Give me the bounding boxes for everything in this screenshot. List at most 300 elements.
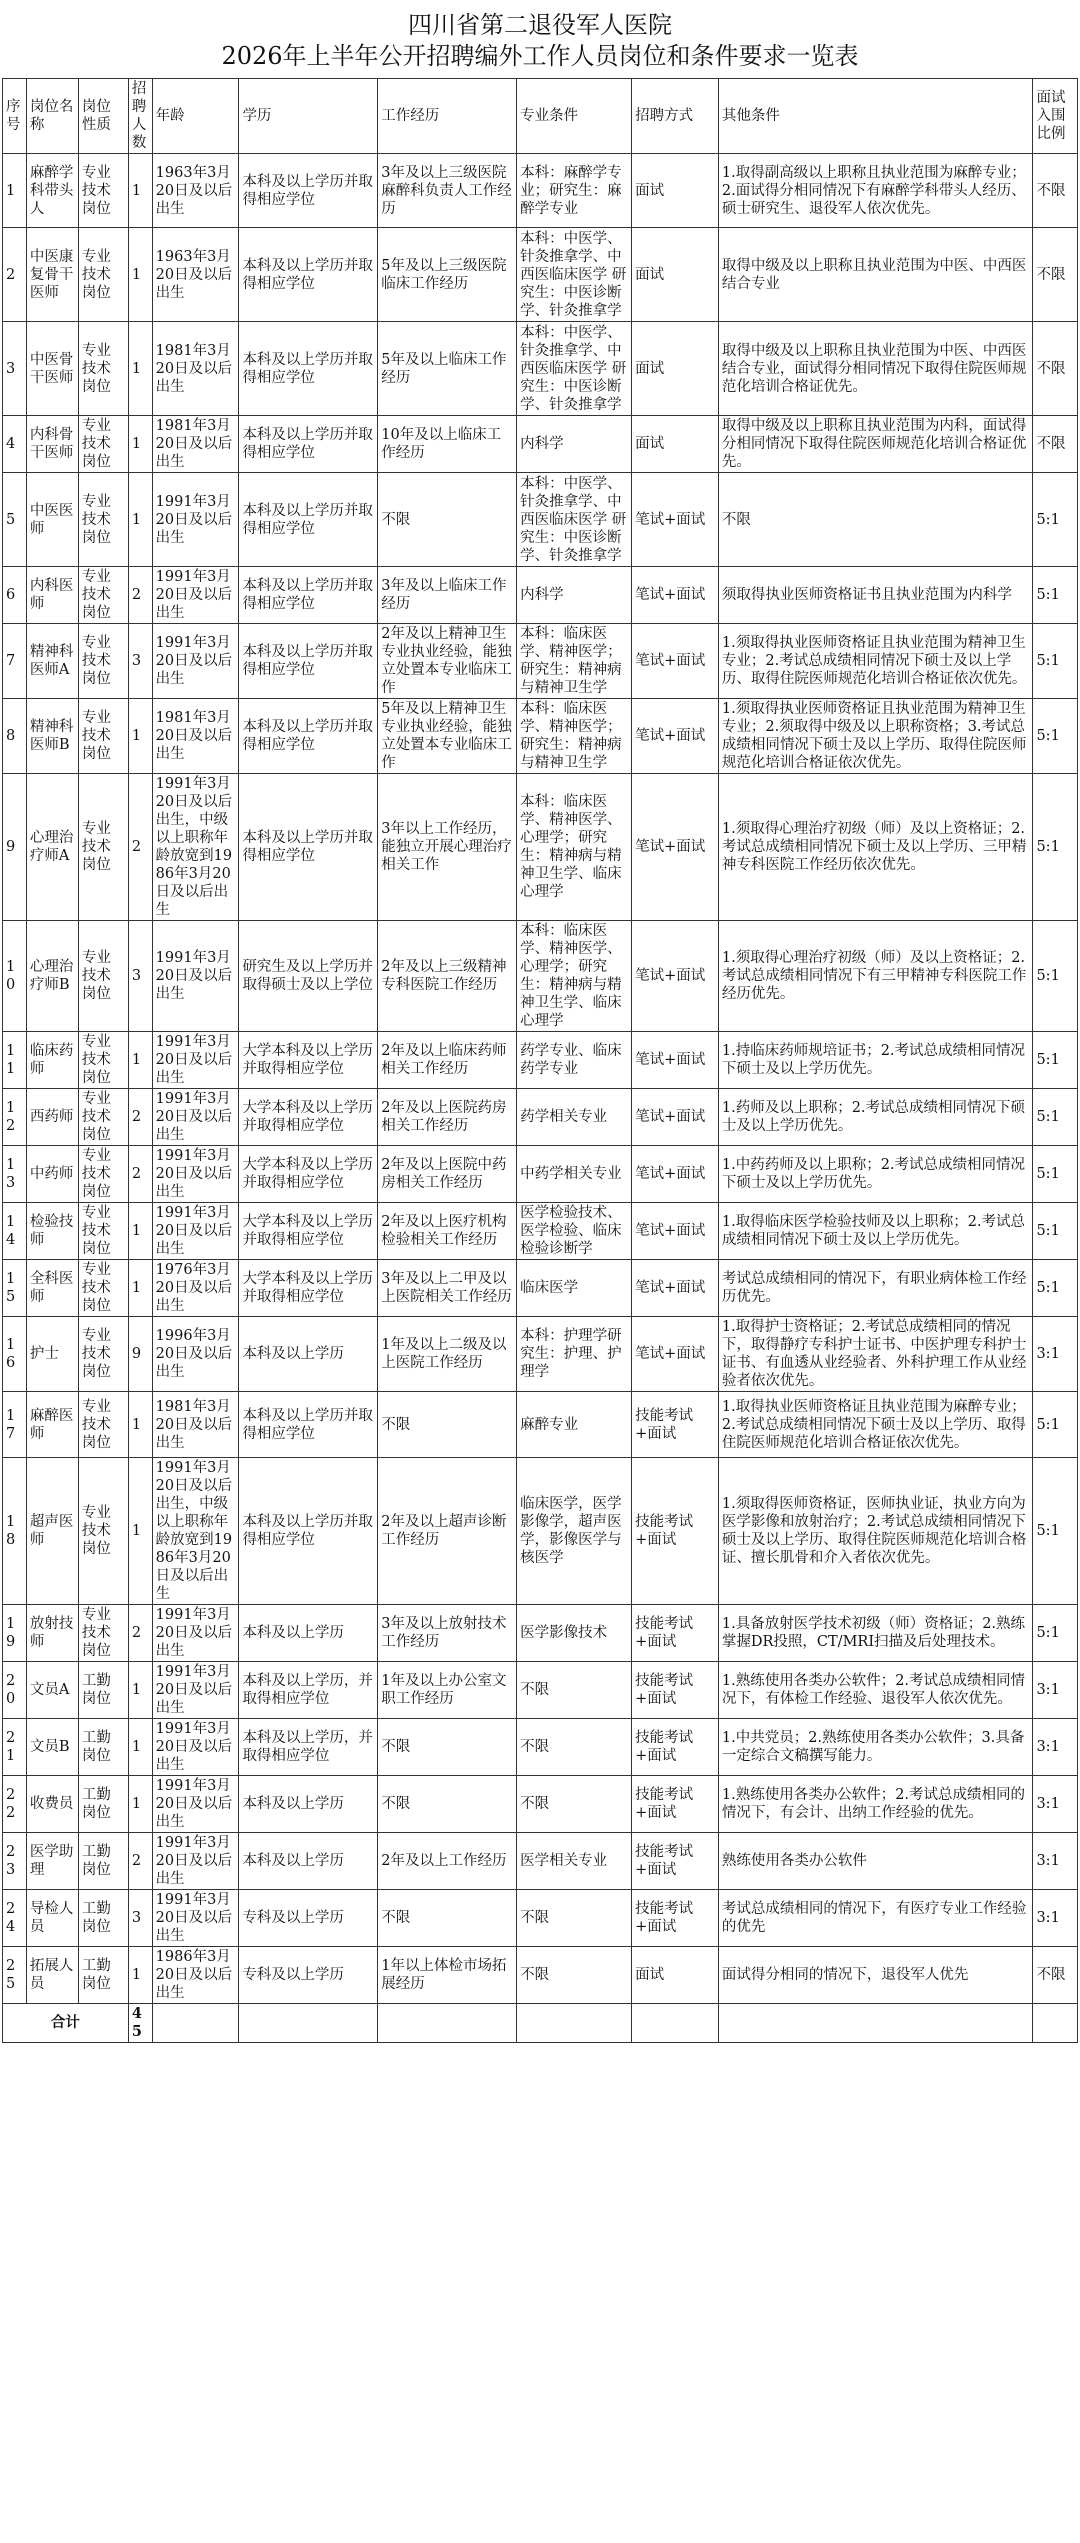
cell-name: 收费员 [26,1776,78,1833]
header-name: 岗位名称 [26,79,78,154]
cell-seq: 3 [3,322,27,416]
cell-other: 1.持临床药师规培证书；2.考试总成绩相同情况下硕士及以上学历优先。 [718,1032,1033,1089]
cell-seq: 17 [3,1392,27,1458]
cell-edu: 大学本科及以上学历并取得相应学位 [239,1146,378,1203]
cell-method: 笔试+面试 [632,624,719,699]
cell-other: 1.须取得心理治疗初级（师）及以上资格证；2.考试总成绩相同情况下有三甲精神专科医院工作经历优先。 [718,921,1033,1032]
cell-count: 2 [128,1833,152,1890]
cell-count: 1 [128,1392,152,1458]
cell-method: 技能考试+面试 [632,1605,719,1662]
positions-table [2,78,1078,2043]
cell-major: 本科：麻醉学专业；研究生：麻醉学专业 [517,154,632,228]
cell-seq: 20 [3,1662,27,1719]
header-count: 招聘人数 [128,79,152,154]
cell-ratio: 3:1 [1033,1662,1078,1719]
cell-count: 1 [128,1776,152,1833]
cell-method: 技能考试+面试 [632,1890,719,1947]
cell-method: 面试 [632,1947,719,2004]
cell-method: 面试 [632,322,719,416]
total-count: 45 [128,2004,152,2043]
cell-method: 技能考试+面试 [632,1392,719,1458]
cell-count: 2 [128,1089,152,1146]
cell-age: 1963年3月20日及以后出生 [152,154,239,228]
cell-other: 考试总成绩相同的情况下，有医疗专业工作经验的优先 [718,1890,1033,1947]
cell-ratio: 5:1 [1033,1392,1078,1458]
cell-major: 医学检验技术、医学检验、临床检验诊断学 [517,1203,632,1260]
table-row [3,1605,1078,1662]
cell-nature: 专业技术岗位 [78,699,128,774]
cell-nature: 专业技术岗位 [78,774,128,921]
cell-seq: 4 [3,416,27,473]
cell-edu: 专科及以上学历 [239,1890,378,1947]
document-title [0,0,1080,68]
cell-age: 1991年3月20日及以后出生 [152,1833,239,1890]
cell-seq: 2 [3,228,27,322]
cell-other: 1.中共党员；2.熟练使用各类办公软件；3.具备一定综合文稿撰写能力。 [718,1719,1033,1776]
cell-seq: 24 [3,1890,27,1947]
cell-other: 1.熟练使用各类办公软件；2.考试总成绩相同的情况下，有会计、出纳工作经验的优先。 [718,1776,1033,1833]
cell-exp: 3年及以上三级医院麻醉科负责人工作经历 [378,154,517,228]
cell-name: 全科医师 [26,1260,78,1317]
cell-exp: 3年及以上临床工作经历 [378,567,517,624]
cell-edu: 大学本科及以上学历并取得相应学位 [239,1203,378,1260]
cell-exp: 3年及以上放射技术工作经历 [378,1605,517,1662]
cell-name: 中医骨干医师 [26,322,78,416]
cell-seq: 14 [3,1203,27,1260]
table-row [3,1260,1078,1317]
cell-age: 1991年3月20日及以后出生 [152,1203,239,1260]
cell-nature: 专业技术岗位 [78,322,128,416]
total-empty-4 [517,2004,632,2043]
cell-seq: 16 [3,1317,27,1392]
cell-seq: 13 [3,1146,27,1203]
cell-edu: 本科及以上学历，并取得相应学位 [239,1719,378,1776]
cell-name: 文员A [26,1662,78,1719]
cell-name: 文员B [26,1719,78,1776]
cell-seq: 9 [3,774,27,921]
cell-other: 取得中级及以上职称且执业范围为内科，面试得分相同情况下取得住院医师规范化培训合格证优先。 [718,416,1033,473]
cell-major: 本科：中医学、针灸推拿学、中西医临床医学 研究生：中医诊断学、针灸推拿学 [517,228,632,322]
cell-nature: 专业技术岗位 [78,1260,128,1317]
cell-other: 1.须取得医师资格证，医师执业证，执业方向为医学影像和放射治疗；2.考试总成绩相同情况下硕士及以上学历、取得住院医师规范化培训合格证、擅长肌骨和介入者依次优先。 [718,1458,1033,1605]
cell-exp: 1年及以上办公室文职工作经历 [378,1662,517,1719]
cell-name: 放射技师 [26,1605,78,1662]
cell-count: 9 [128,1317,152,1392]
cell-age: 1991年3月20日及以后出生 [152,1776,239,1833]
cell-exp: 3年以上工作经历，能独立开展心理治疗相关工作 [378,774,517,921]
cell-nature: 工勤岗位 [78,1719,128,1776]
header-major: 专业条件 [517,79,632,154]
cell-major: 医学影像技术 [517,1605,632,1662]
table-row [3,1662,1078,1719]
cell-nature: 专业技术岗位 [78,1392,128,1458]
table-row [3,699,1078,774]
total-empty-2 [239,2004,378,2043]
cell-ratio: 5:1 [1033,1260,1078,1317]
cell-age: 1996年3月20日及以后出生 [152,1317,239,1392]
cell-edu: 大学本科及以上学历并取得相应学位 [239,1260,378,1317]
cell-other: 1.取得护士资格证；2.考试总成绩相同的情况下，取得静疗专科护士证书、中医护理专科护士证书、有血透从业经验者、外科护理工作从业经验者依次优先。 [718,1317,1033,1392]
cell-method: 技能考试+面试 [632,1662,719,1719]
table-row [3,1317,1078,1392]
cell-exp: 2年及以上精神卫生专业执业经验，能独立处置本专业临床工作 [378,624,517,699]
cell-name: 超声医师 [26,1458,78,1605]
table-row [3,1203,1078,1260]
cell-major: 麻醉专业 [517,1392,632,1458]
cell-count: 2 [128,567,152,624]
cell-age: 1981年3月20日及以后出生 [152,416,239,473]
cell-seq: 25 [3,1947,27,2004]
cell-count: 1 [128,1458,152,1605]
cell-nature: 专业技术岗位 [78,1032,128,1089]
cell-major: 药学相关专业 [517,1089,632,1146]
cell-count: 1 [128,416,152,473]
cell-age: 1991年3月20日及以后出生 [152,1605,239,1662]
cell-count: 2 [128,1605,152,1662]
total-empty-1 [152,2004,239,2043]
cell-ratio: 5:1 [1033,774,1078,921]
cell-edu: 研究生及以上学历并取得硕士及以上学位 [239,921,378,1032]
table-body [3,154,1078,2004]
cell-nature: 专业技术岗位 [78,1146,128,1203]
cell-seq: 18 [3,1458,27,1605]
cell-nature: 专业技术岗位 [78,1203,128,1260]
table-row [3,1392,1078,1458]
cell-name: 拓展人员 [26,1947,78,2004]
cell-exp: 2年及以上医院中药房相关工作经历 [378,1146,517,1203]
table-row [3,1032,1078,1089]
cell-exp: 2年及以上医院药房相关工作经历 [378,1089,517,1146]
cell-exp: 不限 [378,1776,517,1833]
table-row [3,154,1078,228]
cell-other: 面试得分相同的情况下，退役军人优先 [718,1947,1033,2004]
table-row [3,1833,1078,1890]
cell-name: 导检人员 [26,1890,78,1947]
cell-other: 取得中级及以上职称且执业范围为中医、中西医结合专业 [718,228,1033,322]
cell-count: 1 [128,1947,152,2004]
cell-seq: 8 [3,699,27,774]
cell-edu: 本科及以上学历并取得相应学位 [239,416,378,473]
cell-edu: 本科及以上学历并取得相应学位 [239,699,378,774]
cell-count: 1 [128,1260,152,1317]
cell-major: 本科：临床医学、精神医学；研究生：精神病与精神卫生学 [517,699,632,774]
cell-major: 药学专业、临床药学专业 [517,1032,632,1089]
table-row [3,322,1078,416]
cell-ratio: 不限 [1033,322,1078,416]
cell-seq: 10 [3,921,27,1032]
cell-nature: 工勤岗位 [78,1662,128,1719]
cell-other: 熟练使用各类办公软件 [718,1833,1033,1890]
cell-exp: 不限 [378,1890,517,1947]
cell-nature: 专业技术岗位 [78,624,128,699]
cell-method: 笔试+面试 [632,1089,719,1146]
cell-age: 1991年3月20日及以后出生 [152,921,239,1032]
table-row [3,624,1078,699]
cell-other: 不限 [718,473,1033,567]
cell-method: 笔试+面试 [632,774,719,921]
cell-age: 1963年3月20日及以后出生 [152,228,239,322]
cell-ratio: 3:1 [1033,1776,1078,1833]
cell-nature: 专业技术岗位 [78,473,128,567]
cell-count: 1 [128,699,152,774]
cell-edu: 大学本科及以上学历并取得相应学位 [239,1089,378,1146]
cell-exp: 不限 [378,1719,517,1776]
cell-nature: 专业技术岗位 [78,1605,128,1662]
cell-major: 不限 [517,1662,632,1719]
cell-edu: 本科及以上学历并取得相应学位 [239,1458,378,1605]
cell-method: 技能考试+面试 [632,1719,719,1776]
cell-method: 笔试+面试 [632,473,719,567]
cell-other: 1.具备放射医学技术初级（师）资格证；2.熟练掌握DR投照，CT/MRI扫描及后处理技术。 [718,1605,1033,1662]
title-line-2: 2026年上半年公开招聘编外工作人员岗位和条件要求一览表 [221,42,859,70]
cell-ratio: 3:1 [1033,1833,1078,1890]
cell-nature: 专业技术岗位 [78,154,128,228]
cell-method: 笔试+面试 [632,921,719,1032]
cell-age: 1991年3月20日及以后出生 [152,624,239,699]
cell-major: 本科：中医学、针灸推拿学、中西医临床医学 研究生：中医诊断学、针灸推拿学 [517,322,632,416]
cell-name: 内科骨干医师 [26,416,78,473]
cell-nature: 专业技术岗位 [78,1317,128,1392]
cell-major: 本科：临床医学、精神医学、心理学；研究生：精神病与精神卫生学、临床心理学 [517,921,632,1032]
cell-seq: 5 [3,473,27,567]
cell-exp: 2年及以上三级精神专科医院工作经历 [378,921,517,1032]
total-empty-5 [632,2004,719,2043]
cell-exp: 1年以上体检市场拓展经历 [378,1947,517,2004]
cell-seq: 21 [3,1719,27,1776]
cell-ratio: 3:1 [1033,1719,1078,1776]
table-row [3,1089,1078,1146]
header-edu: 学历 [239,79,378,154]
cell-method: 笔试+面试 [632,1032,719,1089]
cell-method: 笔试+面试 [632,1260,719,1317]
cell-major: 临床医学 [517,1260,632,1317]
total-empty-7 [1033,2004,1078,2043]
cell-edu: 本科及以上学历并取得相应学位 [239,624,378,699]
cell-ratio: 5:1 [1033,1089,1078,1146]
cell-other: 1.取得副高级以上职称且执业范围为麻醉专业；2.面试得分相同情况下有麻醉学科带头人经历、硕士研究生、退役军人依次优先。 [718,154,1033,228]
cell-name: 中药师 [26,1146,78,1203]
cell-age: 1991年3月20日及以后出生 [152,1890,239,1947]
cell-method: 面试 [632,416,719,473]
cell-ratio: 5:1 [1033,699,1078,774]
cell-age: 1991年3月20日及以后出生，中级以上职称年龄放宽到1986年3月20日及以后出生 [152,1458,239,1605]
table-row [3,228,1078,322]
cell-name: 临床药师 [26,1032,78,1089]
cell-method: 笔试+面试 [632,1146,719,1203]
cell-exp: 5年及以上精神卫生专业执业经验，能独立处置本专业临床工作 [378,699,517,774]
cell-seq: 19 [3,1605,27,1662]
cell-name: 中医医师 [26,473,78,567]
cell-count: 1 [128,154,152,228]
table-row [3,1890,1078,1947]
cell-age: 1976年3月20日及以后出生 [152,1260,239,1317]
cell-exp: 5年及以上三级医院临床工作经历 [378,228,517,322]
cell-age: 1991年3月20日及以后出生 [152,567,239,624]
cell-count: 1 [128,473,152,567]
cell-edu: 本科及以上学历并取得相应学位 [239,154,378,228]
cell-major: 中药学相关专业 [517,1146,632,1203]
cell-edu: 本科及以上学历 [239,1605,378,1662]
cell-age: 1981年3月20日及以后出生 [152,699,239,774]
cell-age: 1991年3月20日及以后出生 [152,1719,239,1776]
header-seq: 序号 [3,79,27,154]
cell-name: 西药师 [26,1089,78,1146]
cell-exp: 不限 [378,1392,517,1458]
cell-ratio: 不限 [1033,154,1078,228]
cell-ratio: 5:1 [1033,567,1078,624]
cell-other: 1.熟练使用各类办公软件；2.考试总成绩相同情况下，有体检工作经验、退役军人依次优先。 [718,1662,1033,1719]
cell-edu: 本科及以上学历并取得相应学位 [239,473,378,567]
table-row [3,1719,1078,1776]
cell-count: 2 [128,774,152,921]
cell-major: 临床医学，医学影像学，超声医学，影像医学与核医学 [517,1458,632,1605]
total-label: 合计 [3,2004,129,2043]
cell-ratio: 5:1 [1033,1203,1078,1260]
table-row [3,473,1078,567]
cell-seq: 1 [3,154,27,228]
cell-name: 麻醉学科带头人 [26,154,78,228]
cell-edu: 本科及以上学历并取得相应学位 [239,567,378,624]
cell-seq: 12 [3,1089,27,1146]
cell-edu: 专科及以上学历 [239,1947,378,2004]
table-row [3,1458,1078,1605]
total-empty-6 [718,2004,1033,2043]
cell-ratio: 5:1 [1033,1605,1078,1662]
cell-name: 内科医师 [26,567,78,624]
cell-method: 技能考试+面试 [632,1458,719,1605]
total-row [3,2004,1078,2043]
cell-count: 3 [128,1890,152,1947]
cell-major: 本科：临床医学、精神医学、心理学；研究生：精神病与精神卫生学、临床心理学 [517,774,632,921]
cell-other: 1.取得执业医师资格证且执业范围为麻醉专业；2.考试总成绩相同情况下硕士及以上学历、取得住院医师规范化培训合格证依次优先。 [718,1392,1033,1458]
cell-ratio: 5:1 [1033,624,1078,699]
cell-name: 精神科医师B [26,699,78,774]
table-row [3,774,1078,921]
cell-exp: 2年及以上工作经历 [378,1833,517,1890]
cell-seq: 23 [3,1833,27,1890]
cell-ratio: 不限 [1033,416,1078,473]
title-line-1: 四川省第二退役军人医院 [408,11,672,39]
cell-exp: 2年及以上临床药师相关工作经历 [378,1032,517,1089]
cell-name: 医学助理 [26,1833,78,1890]
cell-age: 1991年3月20日及以后出生 [152,1662,239,1719]
cell-nature: 专业技术岗位 [78,1089,128,1146]
cell-edu: 本科及以上学历 [239,1317,378,1392]
cell-exp: 不限 [378,473,517,567]
cell-nature: 工勤岗位 [78,1890,128,1947]
cell-edu: 本科及以上学历并取得相应学位 [239,322,378,416]
cell-major: 本科：中医学、针灸推拿学、中西医临床医学 研究生：中医诊断学、针灸推拿学 [517,473,632,567]
cell-ratio: 5:1 [1033,921,1078,1032]
cell-nature: 专业技术岗位 [78,567,128,624]
cell-seq: 7 [3,624,27,699]
cell-other: 1.须取得心理治疗初级（师）及以上资格证；2.考试总成绩相同情况下硕士及以上学历、三甲精神专科医院工作经历依次优先。 [718,774,1033,921]
cell-major: 不限 [517,1719,632,1776]
header-age: 年龄 [152,79,239,154]
cell-exp: 2年及以上医疗机构检验相关工作经历 [378,1203,517,1260]
table-row [3,921,1078,1032]
cell-other: 1.须取得执业医师资格证且执业范围为精神卫生专业；2.考试总成绩相同情况下硕士及以上学历、取得住院医师规范化培训合格证依次优先。 [718,624,1033,699]
cell-edu: 大学本科及以上学历并取得相应学位 [239,1032,378,1089]
table-row [3,1776,1078,1833]
cell-age: 1981年3月20日及以后出生 [152,322,239,416]
cell-ratio: 5:1 [1033,473,1078,567]
cell-ratio: 不限 [1033,228,1078,322]
cell-age: 1991年3月20日及以后出生 [152,1089,239,1146]
cell-name: 心理治疗师A [26,774,78,921]
cell-exp: 1年及以上二级及以上医院工作经历 [378,1317,517,1392]
cell-method: 笔试+面试 [632,567,719,624]
cell-age: 1991年3月20日及以后出生 [152,1146,239,1203]
cell-nature: 专业技术岗位 [78,921,128,1032]
cell-count: 2 [128,1146,152,1203]
cell-major: 不限 [517,1890,632,1947]
cell-name: 护士 [26,1317,78,1392]
cell-edu: 本科及以上学历，并取得相应学位 [239,1662,378,1719]
cell-other: 1.药师及以上职称；2.考试总成绩相同情况下硕士及以上学历优先。 [718,1089,1033,1146]
cell-method: 笔试+面试 [632,699,719,774]
cell-other: 1.须取得执业医师资格证且执业范围为精神卫生专业；2.须取得中级及以上职称资格；3.考试总成绩相同情况下硕士及以上学历、取得住院医师规范化培训合格证依次优先。 [718,699,1033,774]
cell-age: 1991年3月20日及以后出生 [152,473,239,567]
cell-name: 心理治疗师B [26,921,78,1032]
cell-edu: 本科及以上学历 [239,1833,378,1890]
header-ratio: 面试入围比例 [1033,79,1078,154]
cell-edu: 本科及以上学历并取得相应学位 [239,1392,378,1458]
cell-ratio: 3:1 [1033,1890,1078,1947]
cell-method: 面试 [632,154,719,228]
cell-other: 取得中级及以上职称且执业范围为中医、中西医结合专业，面试得分相同情况下取得住院医师规范化培训合格证优先。 [718,322,1033,416]
cell-name: 中医康复骨干医师 [26,228,78,322]
cell-exp: 10年及以上临床工作经历 [378,416,517,473]
cell-count: 1 [128,1719,152,1776]
cell-major: 内科学 [517,567,632,624]
table-row [3,1947,1078,2004]
cell-other: 考试总成绩相同的情况下，有职业病体检工作经历优先。 [718,1260,1033,1317]
cell-major: 内科学 [517,416,632,473]
table-row [3,1146,1078,1203]
cell-major: 本科：护理学研究生：护理、护理学 [517,1317,632,1392]
cell-age: 1981年3月20日及以后出生 [152,1392,239,1458]
cell-seq: 11 [3,1032,27,1089]
cell-nature: 工勤岗位 [78,1947,128,2004]
cell-other: 须取得执业医师资格证书且执业范围为内科学 [718,567,1033,624]
cell-ratio: 5:1 [1033,1146,1078,1203]
cell-count: 1 [128,1662,152,1719]
cell-edu: 本科及以上学历并取得相应学位 [239,228,378,322]
cell-exp: 3年及以上二甲及以上医院相关工作经历 [378,1260,517,1317]
cell-age: 1991年3月20日及以后出生，中级以上职称年龄放宽到1986年3月20日及以后出生 [152,774,239,921]
cell-seq: 15 [3,1260,27,1317]
cell-method: 面试 [632,228,719,322]
cell-ratio: 3:1 [1033,1317,1078,1392]
cell-ratio: 5:1 [1033,1458,1078,1605]
header-nature: 岗位性质 [78,79,128,154]
cell-edu: 本科及以上学历并取得相应学位 [239,774,378,921]
cell-count: 1 [128,228,152,322]
cell-count: 1 [128,1032,152,1089]
cell-edu: 本科及以上学历 [239,1776,378,1833]
cell-other: 1.取得临床医学检验技师及以上职称；2.考试总成绩相同情况下硕士及以上学历优先。 [718,1203,1033,1260]
cell-method: 技能考试+面试 [632,1776,719,1833]
cell-major: 不限 [517,1776,632,1833]
cell-ratio: 不限 [1033,1947,1078,2004]
cell-seq: 22 [3,1776,27,1833]
cell-nature: 专业技术岗位 [78,416,128,473]
header-row [3,79,1078,154]
cell-name: 麻醉医师 [26,1392,78,1458]
cell-other: 1.中药药师及以上职称；2.考试总成绩相同情况下硕士及以上学历优先。 [718,1146,1033,1203]
header-other: 其他条件 [718,79,1033,154]
